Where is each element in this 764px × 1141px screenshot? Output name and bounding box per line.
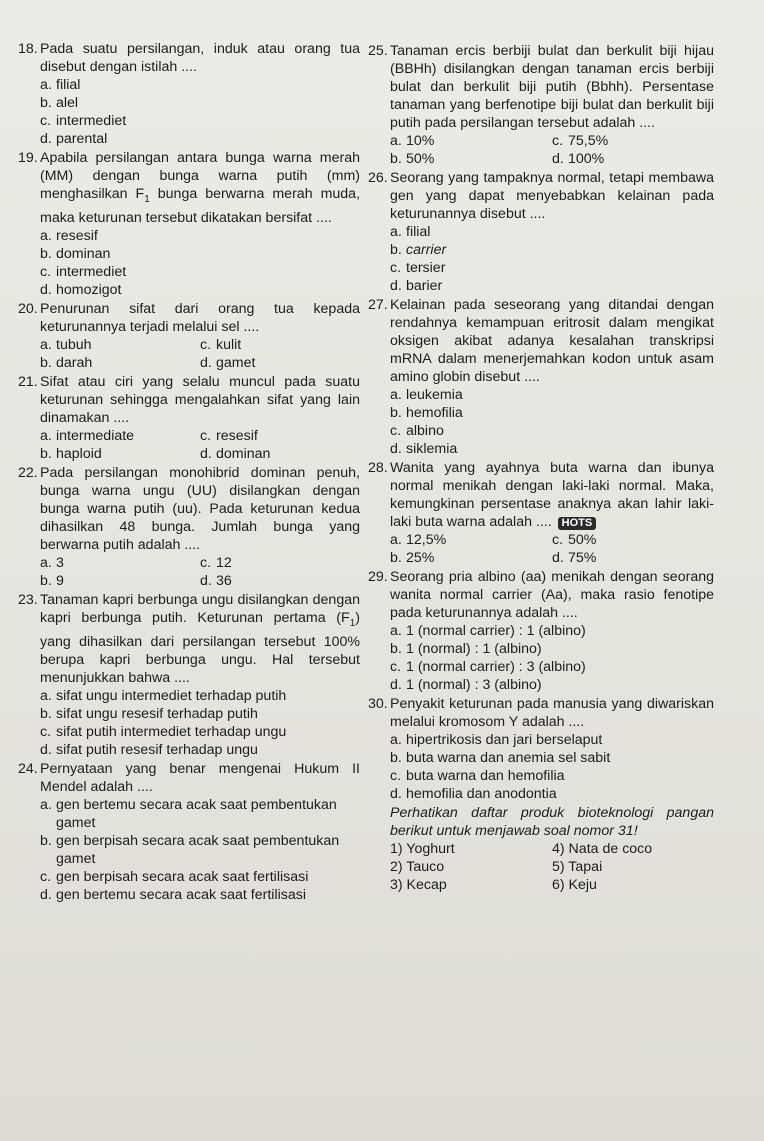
option-a[interactable] [390,223,714,241]
option-text: 9 [56,572,64,589]
option-c[interactable] [390,767,714,785]
option-text: gamet [216,354,256,371]
question-number: 28. [368,460,388,476]
option-d[interactable] [390,440,714,458]
option-d[interactable] [40,281,360,299]
option-text: 12,5% [406,532,447,548]
option-letter: b. [40,245,52,262]
options [18,554,360,590]
option-letter: b. [390,151,402,167]
option-a[interactable] [40,427,200,445]
option-text: resesif [216,427,258,444]
question-number: 26. [368,170,388,186]
option-text: gen berpisah secara acak saat fertilisasi [56,868,309,885]
question-18 [18,40,360,148]
option-text: 75,5% [568,133,609,149]
hots-badge: HOTS [558,517,597,530]
option-letter: d. [40,741,52,758]
options [18,796,360,904]
product-item: 2) Tauco [390,859,445,875]
option-text: buta warna dan anemia sel sabit [406,750,611,766]
question-number: 19. [18,150,38,166]
question-text: Pernyataan yang benar mengenai Hukum II Mendel adalah .... [40,760,360,795]
option-c[interactable] [552,531,714,549]
option-d[interactable] [200,445,360,463]
option-text: barier [406,278,443,294]
option-text: 75% [568,550,597,566]
question-28 [368,459,714,567]
option-letter: b. [390,750,402,766]
instruction-note: Perhatikan daftar produk bioteknologi pangan berikut untuk menjawab soal nomor 31! [390,805,714,839]
option-a[interactable] [40,796,360,832]
option-letter: d. [40,886,52,903]
option-text: filial [406,224,431,240]
question-20 [18,300,360,372]
option-text: gen berpisah secara acak saat pembentukan gamet [56,832,340,867]
option-letter: c. [390,768,402,784]
product-item: 6) Keju [552,877,597,893]
question-text: Penurunan sifat dari orang tua kepada keturunannya terjadi melalui sel .... [40,300,360,335]
option-b[interactable] [390,241,714,259]
options [368,731,714,803]
subscript: 1 [349,617,356,629]
question-text: Pada suatu persilangan, induk atau orang tua disebut dengan istilah .... [40,41,360,75]
question-number: 24. [18,760,38,777]
option-text: intermediet [56,113,127,129]
option-letter: a. [40,554,52,571]
option-text: kulit [216,336,242,353]
option-b[interactable] [390,404,714,422]
option-text: buta warna dan hemofilia [406,768,565,784]
question-number: 22. [18,464,38,481]
option-text: sifat ungu resesif terhadap putih [56,705,258,722]
option-text: intermediate [56,427,135,444]
option-text: tubuh [56,336,92,353]
option-letter: a. [390,133,402,149]
option-text: darah [56,354,93,371]
option-d[interactable] [552,150,714,168]
option-a[interactable] [40,687,360,705]
question-number: 29. [368,569,388,585]
question-number: 21. [18,373,38,390]
option-letter: d. [552,151,564,167]
option-letter: c. [200,427,212,444]
product-item: 1) Yoghurt [390,841,455,857]
option-text: 36 [216,572,232,589]
option-letter: a. [40,687,52,704]
option-d[interactable] [200,572,360,590]
question-number: 30. [368,696,388,712]
option-text: 50% [406,151,435,167]
option-text: parental [56,131,108,147]
option-letter: a. [390,623,402,639]
option-text: 100% [568,151,605,167]
option-d[interactable] [40,886,360,904]
option-text: resesif [56,227,98,244]
question-number: 25. [368,43,388,59]
question-number: 20. [18,300,38,317]
option-text: carrier [406,242,447,258]
option-b[interactable] [40,705,360,723]
question-text: Sifat atau ciri yang selalu muncul pada suatu keturunan sehingga mengalahkan sifat yang lain dinamakan .... [40,373,360,426]
option-letter: c. [40,263,52,280]
option-c[interactable] [40,112,360,130]
option-letter: d. [390,441,402,457]
option-letter: c. [390,423,402,439]
options [18,76,360,148]
question-24 [18,760,360,904]
option-text: dominan [56,245,111,262]
option-b[interactable] [40,94,360,112]
option-text: hemofilia [406,405,463,421]
question-22 [18,464,360,590]
question-text-part: bunga berwarna merah muda, maka keturunan tersebut dikatakan bersifat .... [40,186,361,226]
option-letter: b. [40,572,52,589]
question-text: Pada persilangan monohibrid dominan penuh, bunga warna ungu (UU) disilangkan dengan bunga warna putih (uu). Pada keturunan kedua dihasilkan 48 bunga. Jumlah bunga yang berwarna putih adalah .... [40,464,360,553]
question-23 [18,591,360,759]
option-d[interactable] [200,354,360,372]
question-text [390,459,714,531]
question-text [40,591,360,687]
option-text: leukemia [406,387,463,403]
option-a[interactable] [390,386,714,404]
option-text: 12 [216,554,232,571]
option-a[interactable] [390,622,714,640]
question-30 [368,695,714,803]
option-a[interactable] [40,76,360,94]
question-number: 18. [18,41,38,57]
option-b[interactable] [390,640,714,658]
option-letter: c. [390,260,402,276]
option-letter: d. [390,278,402,294]
options [368,132,714,168]
option-b[interactable] [390,749,714,767]
option-letter: c. [200,554,212,571]
option-letter: d. [200,354,212,371]
option-letter: d. [200,445,212,462]
option-letter: c. [40,113,52,129]
question-text-part: Tanaman kapri berbunga ungu disilangkan dengan kapri berbunga putih. Keturunan pertama (F [40,591,360,626]
option-a[interactable] [390,731,714,749]
question-26 [368,169,714,295]
option-text: homozigot [56,281,122,298]
question-number: 27. [368,297,388,313]
option-letter: b. [390,405,402,421]
options [368,223,714,295]
question-text: Kelainan pada seseorang yang ditandai dengan rendahnya kemampuan eritrosit dalam mengikat oksigen akibat adanya kesalahan transkripsi mRNA dalam menerjemahkan kodon untuk asam amino globin disebut .... [390,297,714,385]
option-letter: a. [40,796,52,813]
option-letter: b. [390,242,402,258]
option-letter: a. [390,532,402,548]
option-c[interactable] [40,263,360,281]
options [368,386,714,458]
option-letter: d. [40,281,52,298]
question-25 [368,42,714,168]
question-text [40,149,360,227]
option-text: intermediet [56,263,127,280]
option-letter: a. [390,224,402,240]
option-text: hipertrikosis dan jari berselaput [406,732,603,748]
option-a[interactable] [390,132,552,150]
option-b[interactable] [390,150,552,168]
option-text: sifat ungu intermediet terhadap putih [56,687,287,704]
option-c[interactable] [40,868,360,886]
question-text-part: Wanita yang ayahnya buta warna dan ibunya normal menikah dengan laki-laki normal. Maka, kemungkinan persentase anaknya akan lahir laki-laki buta warna adalah .... [390,460,714,530]
option-letter: b. [40,832,52,849]
product-item: 3) Kecap [390,877,447,893]
options [18,336,360,372]
option-c[interactable] [390,658,714,676]
option-b[interactable] [40,572,200,590]
option-letter: c. [200,336,212,353]
option-d[interactable] [390,785,714,803]
option-c[interactable] [200,336,360,354]
option-b[interactable] [40,445,200,463]
option-d[interactable] [40,741,360,759]
question-text: Seorang yang tampaknya normal, tetapi membawa gen yang dapat menyebabkan kelainan pada keturunannya disebut .... [390,170,714,222]
question-29 [368,568,714,694]
option-letter: d. [390,786,402,802]
option-text: alel [56,95,79,111]
option-a[interactable] [390,531,552,549]
option-text: sifat putih resesif terhadap ungu [56,741,258,758]
option-letter: b. [40,354,52,371]
question-21 [18,373,360,463]
option-text: haploid [56,445,102,462]
option-text: 1 (normal) : 3 (albino) [406,677,542,693]
option-c[interactable] [40,723,360,741]
option-c[interactable] [200,554,360,572]
option-letter: a. [40,227,52,244]
option-c[interactable] [552,132,714,150]
option-letter: d. [390,677,402,693]
option-letter: b. [40,705,52,722]
option-letter: c. [552,532,564,548]
option-text: siklemia [406,441,458,457]
product-item: 4) Nata de coco [552,841,653,857]
option-text: gen bertemu secara acak saat pembentukan gamet [56,796,337,831]
question-text-part: ) yang dihasilkan dari persilangan tersebut 100% berupa kapri berbunga ungu. Hal tersebut menunjukkan bahwa .... [40,609,360,686]
question-27 [368,296,714,458]
question-text: Penyakit keturunan pada manusia yang diwariskan melalui kromosom Y adalah .... [390,696,714,730]
option-letter: d. [40,131,52,147]
option-a[interactable] [40,227,360,245]
option-letter: d. [200,572,212,589]
question-text-part: Apabila persilangan antara bunga warna merah (MM) dengan bunga warna putih (mm) menghasilkan F [40,150,360,202]
subscript: 1 [144,193,150,205]
option-d[interactable] [390,676,714,694]
options [18,427,360,463]
option-b[interactable] [390,549,552,567]
option-letter: c. [40,868,52,885]
options [368,531,714,567]
left-column [18,40,360,905]
option-letter: b. [40,95,52,111]
option-a[interactable] [40,336,200,354]
option-letter: a. [390,732,402,748]
option-letter: b. [40,445,52,462]
options [368,622,714,694]
option-text: 1 (normal carrier) : 3 (albino) [406,659,586,675]
option-text: 1 (normal carrier) : 1 (albino) [406,623,586,639]
option-d[interactable] [390,277,714,295]
option-b[interactable] [40,832,360,868]
option-d[interactable] [552,549,714,567]
option-c[interactable] [200,427,360,445]
product-list [368,840,714,894]
option-c[interactable] [390,422,714,440]
option-text: 3 [56,554,64,571]
product-item: 5) Tapai [552,859,603,875]
option-text: 1 (normal) : 1 (albino) [406,641,542,657]
option-letter: a. [40,427,52,444]
option-text: filial [56,77,81,93]
question-text: Tanaman ercis berbiji bulat dan berkulit biji hijau (BBHh) disilangkan dengan tanaman ercis berbiji bulat dan berkulit biji putih (Bbhh). Persentase tanaman yang berfenotipe biji bulat dan berkulit biji putih pada persilangan tersebut adalah .... [390,43,714,131]
option-text: 50% [568,532,597,548]
question-text: Seorang pria albino (aa) menikah dengan seorang wanita normal carrier (Aa), maka rasio fenotipe pada keturunannya adalah .... [390,569,714,621]
option-c[interactable] [390,259,714,277]
option-letter: a. [40,77,52,93]
option-text: gen bertemu secara acak saat fertilisasi [56,886,306,903]
option-a[interactable] [40,554,200,572]
option-b[interactable] [40,354,200,372]
option-d[interactable] [40,130,360,148]
option-b[interactable] [40,245,360,263]
option-letter: c. [40,723,52,740]
option-letter: d. [552,550,564,566]
options [18,227,360,299]
question-19 [18,149,360,299]
options [18,687,360,759]
option-letter: a. [40,336,52,353]
option-letter: c. [390,659,402,675]
option-letter: a. [390,387,402,403]
option-text: 25% [406,550,435,566]
question-number: 23. [18,591,38,608]
option-letter: c. [552,133,564,149]
option-text: dominan [216,445,271,462]
option-text: 10% [406,133,435,149]
option-text: sifat putih intermediet terhadap ungu [56,723,287,740]
option-text: tersier [406,260,446,276]
right-column [368,42,714,894]
option-text: albino [406,423,444,439]
option-text: hemofilia dan anodontia [406,786,557,802]
option-letter: b. [390,550,402,566]
option-letter: b. [390,641,402,657]
